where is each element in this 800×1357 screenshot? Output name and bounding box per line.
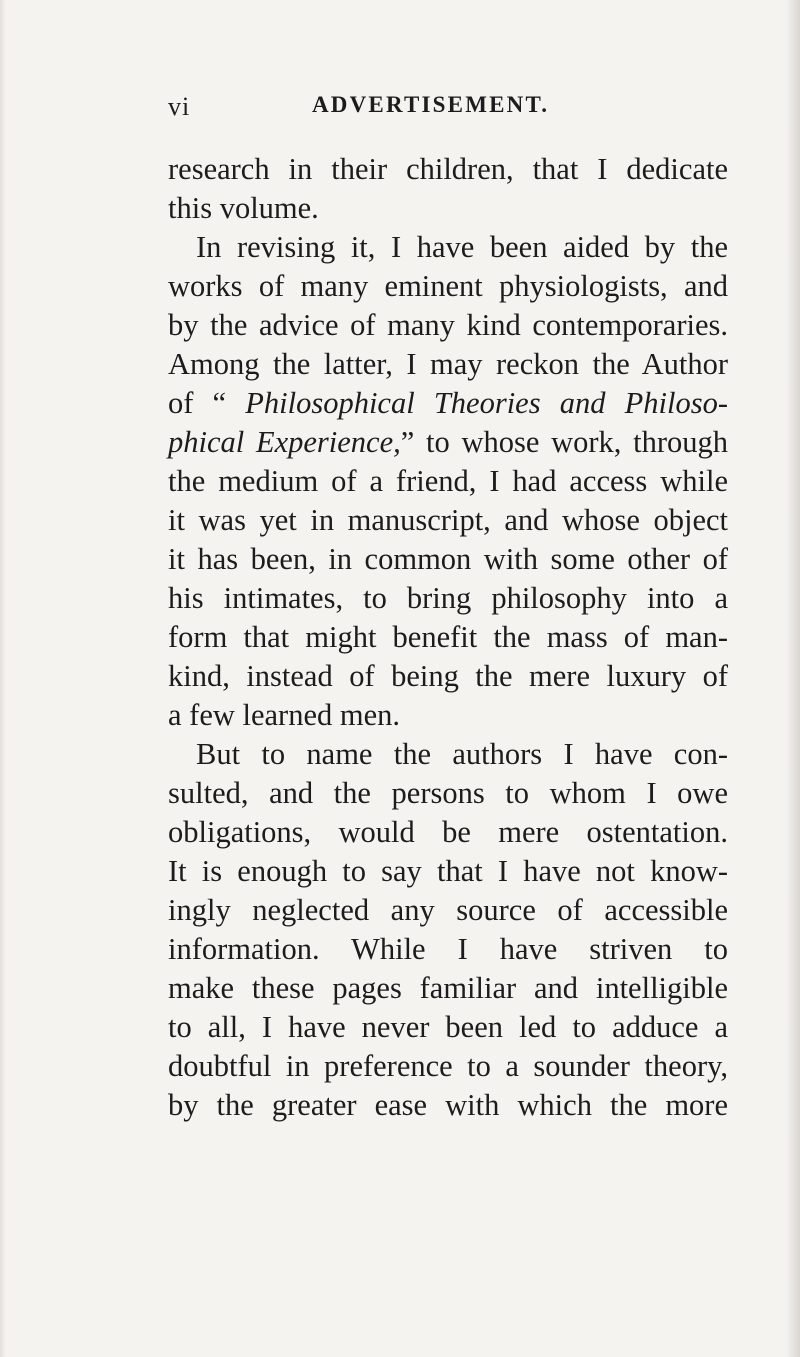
italic-title-text: phical Experience, <box>168 425 401 459</box>
page-edge-shadow <box>786 0 800 1357</box>
text-line: works of many eminent physiologists, and <box>168 269 728 303</box>
text-line: it was yet in manuscript, and whose object <box>168 503 728 537</box>
text-line: research in their children, that I dedicate <box>168 152 728 186</box>
page-number: vi <box>168 92 191 121</box>
text-line: a few learned men. <box>168 698 401 732</box>
text-line <box>168 384 728 423</box>
text-line: Among the latter, I may reckon the Author <box>168 347 728 381</box>
text-line: this volume. <box>168 191 319 225</box>
text-line: it has been, in common with some other of <box>168 542 728 576</box>
text-line: But to name the authors I have con- <box>196 737 728 771</box>
text-line: information. While I have striven to <box>168 932 728 966</box>
text-line: his intimates, to bring philosophy into a <box>168 581 728 615</box>
text-line: It is enough to say that I have not know- <box>168 854 728 888</box>
italic-title-text: Philosophical Theories and Philoso- <box>245 386 728 420</box>
text-line: ingly neglected any source of accessible <box>168 893 728 927</box>
text-line: sulted, and the persons to whom I owe <box>168 776 728 810</box>
text-line: doubtful in preference to a sounder theory, <box>168 1049 728 1083</box>
page-header <box>168 92 728 126</box>
text-line: to all, I have never been led to adduce a <box>168 1010 728 1044</box>
text-line: make these pages familiar and intelligible <box>168 971 728 1005</box>
running-head: ADVERTISEMENT. <box>312 92 550 117</box>
text-line: by the greater ease with which the more <box>168 1088 728 1122</box>
page-gutter-shadow <box>0 0 6 1357</box>
text-line: obligations, would be mere ostentation. <box>168 815 728 849</box>
text-line: by the advice of many kind contemporaries. <box>168 308 728 342</box>
text-segment: of “ <box>168 386 246 420</box>
text-line: the medium of a friend, I had access while <box>168 464 728 498</box>
text-line: kind, instead of being the mere luxury of <box>168 659 728 693</box>
text-line: form that might benefit the mass of man- <box>168 620 728 654</box>
body-text <box>168 150 728 1125</box>
text-segment: ” to whose work, through <box>400 425 728 459</box>
text-line: In revising it, I have been aided by the <box>196 230 728 264</box>
text-line <box>168 423 728 462</box>
